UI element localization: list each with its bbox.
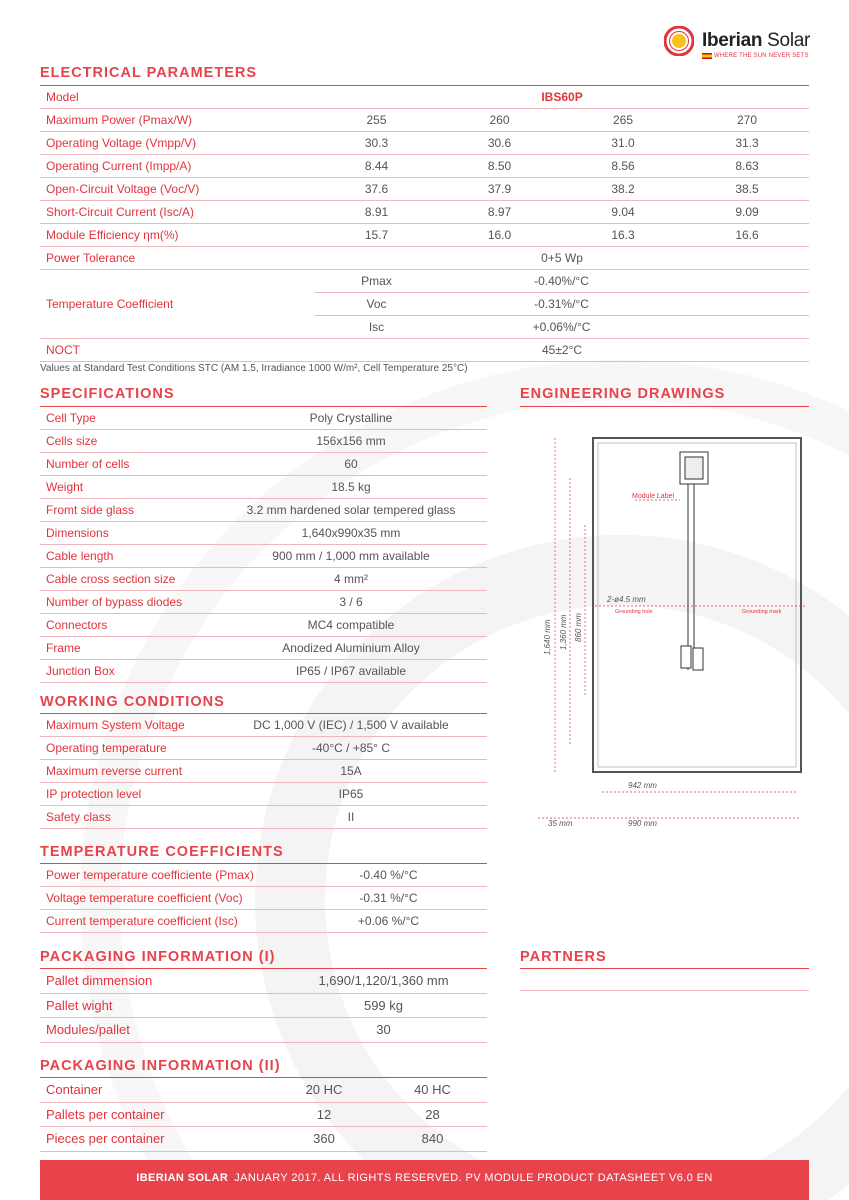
cell: 31.3	[685, 132, 809, 155]
noct-label: NOCT	[40, 339, 315, 362]
cell: 16.3	[561, 224, 685, 247]
table-row	[40, 887, 487, 910]
cell: 8.97	[438, 201, 561, 224]
row-label: IP protection level	[40, 783, 215, 806]
coefficient-value: -0.40%/°C	[438, 270, 685, 293]
table-row	[40, 969, 487, 993]
table-row	[40, 714, 487, 737]
cell: 3.2 mm hardened solar tempered glass	[215, 499, 487, 522]
dimension-1360-label: 1,360 mm	[559, 614, 568, 650]
cell: +0.06 %/°C	[290, 910, 487, 933]
iberian-solar-logo	[664, 26, 814, 66]
engineering-drawing	[520, 430, 810, 830]
cell: 30.3	[315, 132, 438, 155]
table-row	[40, 224, 809, 247]
table-row	[40, 568, 487, 591]
cell: IP65	[215, 783, 487, 806]
cell: -0.40 %/°C	[290, 864, 487, 887]
cell: 28	[378, 1102, 487, 1127]
cell: 16.6	[685, 224, 809, 247]
table-row	[40, 476, 487, 499]
cell: II	[215, 806, 487, 829]
cell: 37.6	[315, 178, 438, 201]
section-divider	[520, 968, 809, 969]
table-row	[40, 545, 487, 568]
table-row	[40, 806, 487, 829]
row-label: Pieces per container	[40, 1127, 270, 1152]
row-label: Maximum Power (Pmax/W)	[40, 109, 315, 132]
empty-cell	[685, 293, 809, 316]
cell: 9.04	[561, 201, 685, 224]
row-label: Cable cross section size	[40, 568, 215, 591]
row-label: Container	[40, 1078, 270, 1102]
specifications-table	[40, 407, 487, 683]
empty-cell	[685, 316, 809, 339]
coefficient-param: Isc	[315, 316, 438, 339]
row-label: Pallet wight	[40, 993, 280, 1018]
engineering-drawings-title: ENGINEERING DRAWINGS	[520, 386, 726, 402]
table-row	[40, 201, 809, 224]
cell: 30.6	[438, 132, 561, 155]
cell: 38.2	[561, 178, 685, 201]
row-label: Number of bypass diodes	[40, 591, 215, 614]
cell: 60	[215, 453, 487, 476]
row-label: Maximum reverse current	[40, 760, 215, 783]
table-row	[40, 499, 487, 522]
table-row	[40, 453, 487, 476]
packaging-2-table	[40, 1078, 487, 1152]
cell: 840	[378, 1127, 487, 1152]
logo-wordmark: Iberian Solar	[702, 30, 811, 51]
cell: 20 HC	[270, 1078, 378, 1102]
table-row	[40, 522, 487, 545]
cell: 16.0	[438, 224, 561, 247]
row-label: Maximum System Voltage	[40, 714, 215, 737]
coefficient-value: +0.06%/°C	[438, 316, 685, 339]
cell: 1,690/1,120/1,360 mm	[280, 969, 487, 993]
module-label-callout: Module Label	[632, 493, 675, 500]
cell: 260	[438, 109, 561, 132]
cell: DC 1,000 V (IEC) / 1,500 V available	[215, 714, 487, 737]
table-row	[40, 178, 809, 201]
cell: 15.7	[315, 224, 438, 247]
cell: 40 HC	[378, 1078, 487, 1102]
row-label: Current temperature coefficient (Isc)	[40, 910, 290, 933]
dimension-35-label: 35 mm	[548, 819, 573, 828]
coefficient-param: Pmax	[315, 270, 438, 293]
stc-note: Values at Standard Test Conditions STC (AM 1.5, Irradiance 1000 W/m², Cell Temperature 25°C)	[40, 363, 468, 374]
row-label: Frame	[40, 637, 215, 660]
working-conditions-table	[40, 714, 487, 829]
cell: 18.5 kg	[215, 476, 487, 499]
table-row	[40, 109, 809, 132]
packaging-2-title: PACKAGING INFORMATION (II)	[40, 1058, 281, 1074]
footer-bar	[40, 1160, 809, 1200]
row-label: Junction Box	[40, 660, 215, 683]
row-label: Modules/pallet	[40, 1018, 280, 1043]
row-label: Voltage temperature coefficient (Voc)	[40, 887, 290, 910]
cell: 8.44	[315, 155, 438, 178]
coefficient-value: -0.31%/°C	[438, 293, 685, 316]
cell: 156x156 mm	[215, 430, 487, 453]
table-row	[40, 864, 487, 887]
cell: 3 / 6	[215, 591, 487, 614]
table-row	[40, 132, 809, 155]
table-row	[40, 760, 487, 783]
row-label: Open-Circuit Voltage (Voc/V)	[40, 178, 315, 201]
cell: 270	[685, 109, 809, 132]
table-row	[40, 910, 487, 933]
power-tolerance-label: Power Tolerance	[40, 247, 315, 270]
row-label: Short-Circuit Current (Isc/A)	[40, 201, 315, 224]
cell: 37.9	[438, 178, 561, 201]
cell: 8.50	[438, 155, 561, 178]
row-label: Connectors	[40, 614, 215, 637]
table-row	[40, 270, 809, 293]
cell: 599 kg	[280, 993, 487, 1018]
table-row	[40, 155, 809, 178]
table-row	[40, 993, 487, 1018]
row-label: Operating Voltage (Vmpp/V)	[40, 132, 315, 155]
table-row	[40, 1102, 487, 1127]
cell: IP65 / IP67 available	[215, 660, 487, 683]
table-row	[40, 1078, 487, 1102]
dimension-1640-label: 1,640 mm	[543, 619, 552, 655]
cell: MC4 compatible	[215, 614, 487, 637]
grounding-hole-label: Grounding hole	[615, 609, 653, 615]
table-row	[40, 591, 487, 614]
table-row	[40, 637, 487, 660]
cell: 9.09	[685, 201, 809, 224]
footer-brand: IBERIAN SOLAR	[136, 1172, 229, 1184]
specifications-title: SPECIFICATIONS	[40, 386, 175, 402]
cell: 30	[280, 1018, 487, 1043]
packaging-1-title: PACKAGING INFORMATION (I)	[40, 949, 276, 965]
row-label: Cell Type	[40, 407, 215, 430]
row-label: Pallet dimmension	[40, 969, 280, 993]
spain-flag-icon	[702, 53, 712, 59]
partners-divider	[520, 990, 809, 991]
row-label: Fromt side glass	[40, 499, 215, 522]
table-row	[40, 1127, 487, 1152]
cell: 8.91	[315, 201, 438, 224]
working-conditions-title: WORKING CONDITIONS	[40, 694, 225, 710]
cell: 360	[270, 1127, 378, 1152]
table-row	[40, 660, 487, 683]
table-row	[40, 339, 809, 362]
table-row	[40, 247, 809, 270]
row-label: Cells size	[40, 430, 215, 453]
packaging-1-table	[40, 969, 487, 1043]
power-tolerance-value: 0+5 Wp	[315, 247, 809, 270]
row-label: Cable length	[40, 545, 215, 568]
footer-copyright: JANUARY 2017. ALL RIGHTS RESERVED. PV MODULE PRODUCT DATASHEET V6.0 EN	[234, 1172, 713, 1184]
temperature-coefficient-label: Temperature Coefficient	[40, 270, 315, 339]
sun-icon	[664, 26, 694, 56]
row-label: Safety class	[40, 806, 215, 829]
row-label: Power temperature coefficiente (Pmax)	[40, 864, 290, 887]
cell: Poly Crystalline	[215, 407, 487, 430]
cell: 265	[561, 109, 685, 132]
cell: 255	[315, 109, 438, 132]
dimension-942-label: 942 mm	[628, 781, 657, 790]
cell: -0.31 %/°C	[290, 887, 487, 910]
table-row	[40, 737, 487, 760]
electrical-parameters-title: ELECTRICAL PARAMETERS	[40, 65, 258, 81]
section-divider	[520, 406, 809, 407]
table-row	[40, 614, 487, 637]
temperature-coefficients-title: TEMPERATURE COEFFICIENTS	[40, 844, 284, 860]
electrical-parameters-table	[40, 86, 809, 362]
partners-title: PARTNERS	[520, 949, 607, 965]
hole-dimension-label: 2-ø4.5 mm	[607, 595, 646, 604]
coefficient-param: Voc	[315, 293, 438, 316]
row-label: Weight	[40, 476, 215, 499]
row-label: Number of cells	[40, 453, 215, 476]
table-row	[40, 407, 487, 430]
table-row	[40, 783, 487, 806]
temperature-coefficients-table	[40, 864, 487, 933]
cell: 900 mm / 1,000 mm available	[215, 545, 487, 568]
table-row	[40, 1018, 487, 1043]
empty-cell	[685, 270, 809, 293]
row-label: Pallets per container	[40, 1102, 270, 1127]
table-row	[40, 86, 809, 109]
cell: 31.0	[561, 132, 685, 155]
cell: 8.63	[685, 155, 809, 178]
cell: 4 mm²	[215, 568, 487, 591]
dimension-990-label: 990 mm	[628, 819, 657, 828]
logo-tagline: WHERE THE SUN NEVER SETS	[714, 53, 809, 59]
row-label: Module Efficiency ηm(%)	[40, 224, 315, 247]
cell: -40°C / +85° C	[215, 737, 487, 760]
table-row	[40, 430, 487, 453]
row-label: Dimensions	[40, 522, 215, 545]
cell: 8.56	[561, 155, 685, 178]
cell: 1,640x990x35 mm	[215, 522, 487, 545]
cell: 15A	[215, 760, 487, 783]
noct-value: 45±2°C	[315, 339, 809, 362]
model-label: Model	[40, 86, 315, 109]
footer-text	[40, 1172, 809, 1184]
model-value: IBS60P	[315, 86, 809, 109]
row-label: Operating temperature	[40, 737, 215, 760]
row-label: Operating Current (Impp/A)	[40, 155, 315, 178]
cell: 12	[270, 1102, 378, 1127]
dimension-860-label: 860 mm	[574, 613, 583, 642]
cell: 38.5	[685, 178, 809, 201]
cell: Anodized Aluminium Alloy	[215, 637, 487, 660]
grounding-mark-label: Grounding mark	[742, 609, 782, 615]
